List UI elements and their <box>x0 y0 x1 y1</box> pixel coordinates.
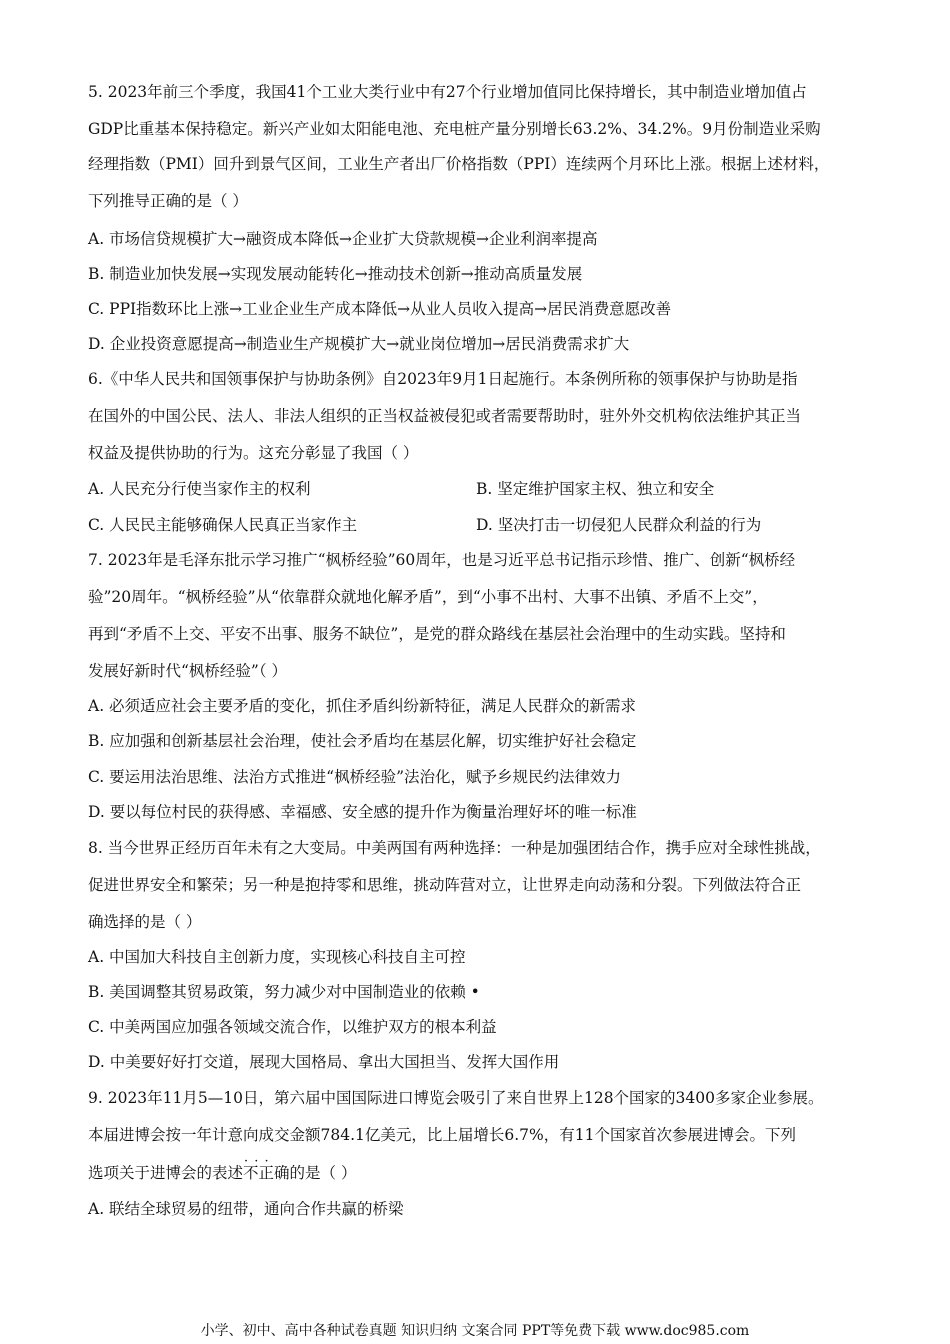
q7-stem-line: 验”20周年。“枫桥经验”从“依靠群众就地化解矛盾”，到“小事不出村、大事不出镇、矛盾不上交”， <box>88 588 768 606</box>
q6-option-b: B. 坚定维护国家主权、独立和安全 <box>476 480 715 498</box>
q5-option-c: C. PPI指数环比上涨→工业企业生产成本降低→从业人员收入提高→居民消费意愿改善 <box>88 300 672 318</box>
q9-stem-line: 本届进博会按一年计意向成交金额784.1亿美元，比上届增长6.7%，有11个国家首次参展进博会。下列 <box>88 1126 796 1144</box>
q8-stem-line: 确选择的是（ ） <box>88 913 202 931</box>
q8-stem-line: 促进世界安全和繁荣；另一种是抱持零和思维，挑动阵营对立，让世界走向动荡和分裂。下列做法符合正 <box>88 876 802 894</box>
q7-option-a: A. 必须适应社会主要矛盾的变化，抓住矛盾纠纷新特征，满足人民群众的新需求 <box>88 697 637 715</box>
q7-option-d: D. 要以每位村民的获得感、幸福感、安全感的提升作为衡量治理好坏的唯一标准 <box>88 803 637 821</box>
q9-stem-text-end: 的是（ ） <box>289 1164 357 1182</box>
q6-stem-line: 权益及提供协助的行为。这充分彰显了我国（ ） <box>88 444 419 462</box>
q5-stem-line: GDP比重基本保持稳定。新兴产业如太阳能电池、充电桩产量分别增长63.2%、34.2%。9月份制造业采购 <box>88 120 821 138</box>
page-footer: 小学、初中、高中各种试卷真题 知识归纳 文案合同 PPT等免费下载 www.doc985.com <box>200 1323 750 1339</box>
q7-stem-line: 再到“矛盾不上交、平安不出事、服务不缺位”，是党的群众路线在基层社会治理中的生动实践。坚持和 <box>88 625 786 643</box>
q7-stem-line: 发展好新时代“枫桥经验”（ ） <box>88 662 288 680</box>
q9-option-a: A. 联结全球贸易的纽带，通向合作共赢的桥梁 <box>88 1200 404 1218</box>
q7-option-b: B. 应加强和创新基层社会治理，使社会矛盾均在基层化解，切实维护好社会稳定 <box>88 732 637 750</box>
q6-stem-line: 6.《中华人民共和国领事保护与协助条例》自2023年9月1日起施行。本条例所称的领事保护与协助是指 <box>88 370 798 388</box>
q6-option-c: C. 人民民主能够确保人民真正当家作主 <box>88 516 358 534</box>
q7-option-c: C. 要运用法治思维、法治方式推进“枫桥经验”法治化，赋予乡规民约法律效力 <box>88 768 622 786</box>
q9-stem-text: 选项关于进博会的表述 <box>88 1164 244 1182</box>
q8-option-d: D. 中美要好好打交道，展现大国格局、拿出大国担当、发挥大国作用 <box>88 1053 560 1071</box>
q6-option-a: A. 人民充分行使当家作主的权利 <box>88 480 311 498</box>
q5-stem-line: 下列推导正确的是（ ） <box>88 192 248 210</box>
q6-stem-line: 在国外的中国公民、法人、非法人组织的正当权益被侵犯或者需要帮助时，驻外外交机构依法维护其正当 <box>88 407 802 425</box>
q5-stem-line: 经理指数（PMI）回升到景气区间，工业生产者出厂价格指数（PPI）连续两个月环比上涨。根据上述材料， <box>88 155 830 173</box>
q8-option-a: A. 中国加大科技自主创新力度，实现核心科技自主可控 <box>88 948 466 966</box>
q9-stem-last-line <box>88 1163 878 1183</box>
q8-stem-line: 8. 当今世界正经历百年未有之大变局。中美两国有两种选择：一种是加强团结合作，携手应对全球性挑战， <box>88 839 821 857</box>
q8-option-c: C. 中美两国应加强各领域交流合作，以维护双方的根本利益 <box>88 1018 497 1036</box>
q5-option-a: A. 市场信贷规模扩大→融资成本降低→企业扩大贷款规模→企业利润率提高 <box>88 230 598 248</box>
q7-stem-line: 7. 2023年是毛泽东批示学习推广“枫桥经验”60周年，也是习近平总书记指示珍惜、推广、创新“枫桥经 <box>88 551 796 569</box>
q9-emphasis-text: · · · 不正确 <box>243 1163 290 1183</box>
q6-option-d: D. 坚决打击一切侵犯人民群众利益的行为 <box>476 516 762 534</box>
q8-option-b: B. 美国调整其贸易政策，努力减少对中国制造业的依赖 • <box>88 983 480 1001</box>
q5-option-b: B. 制造业加快发展→实现发展动能转化→推动技术创新→推动高质量发展 <box>88 265 583 283</box>
q5-option-d: D. 企业投资意愿提高→制造业生产规模扩大→就业岗位增加→居民消费需求扩大 <box>88 335 630 353</box>
q9-stem-line: 9. 2023年11月5—10日，第六届中国国际进口博览会吸引了来自世界上128个国家的3400多家企业参展。 <box>88 1089 824 1107</box>
q5-stem-line: 5. 2023年前三个季度，我国41个工业大类行业中有27个行业增加值同比保持增长，其中制造业增加值占 <box>88 83 807 101</box>
